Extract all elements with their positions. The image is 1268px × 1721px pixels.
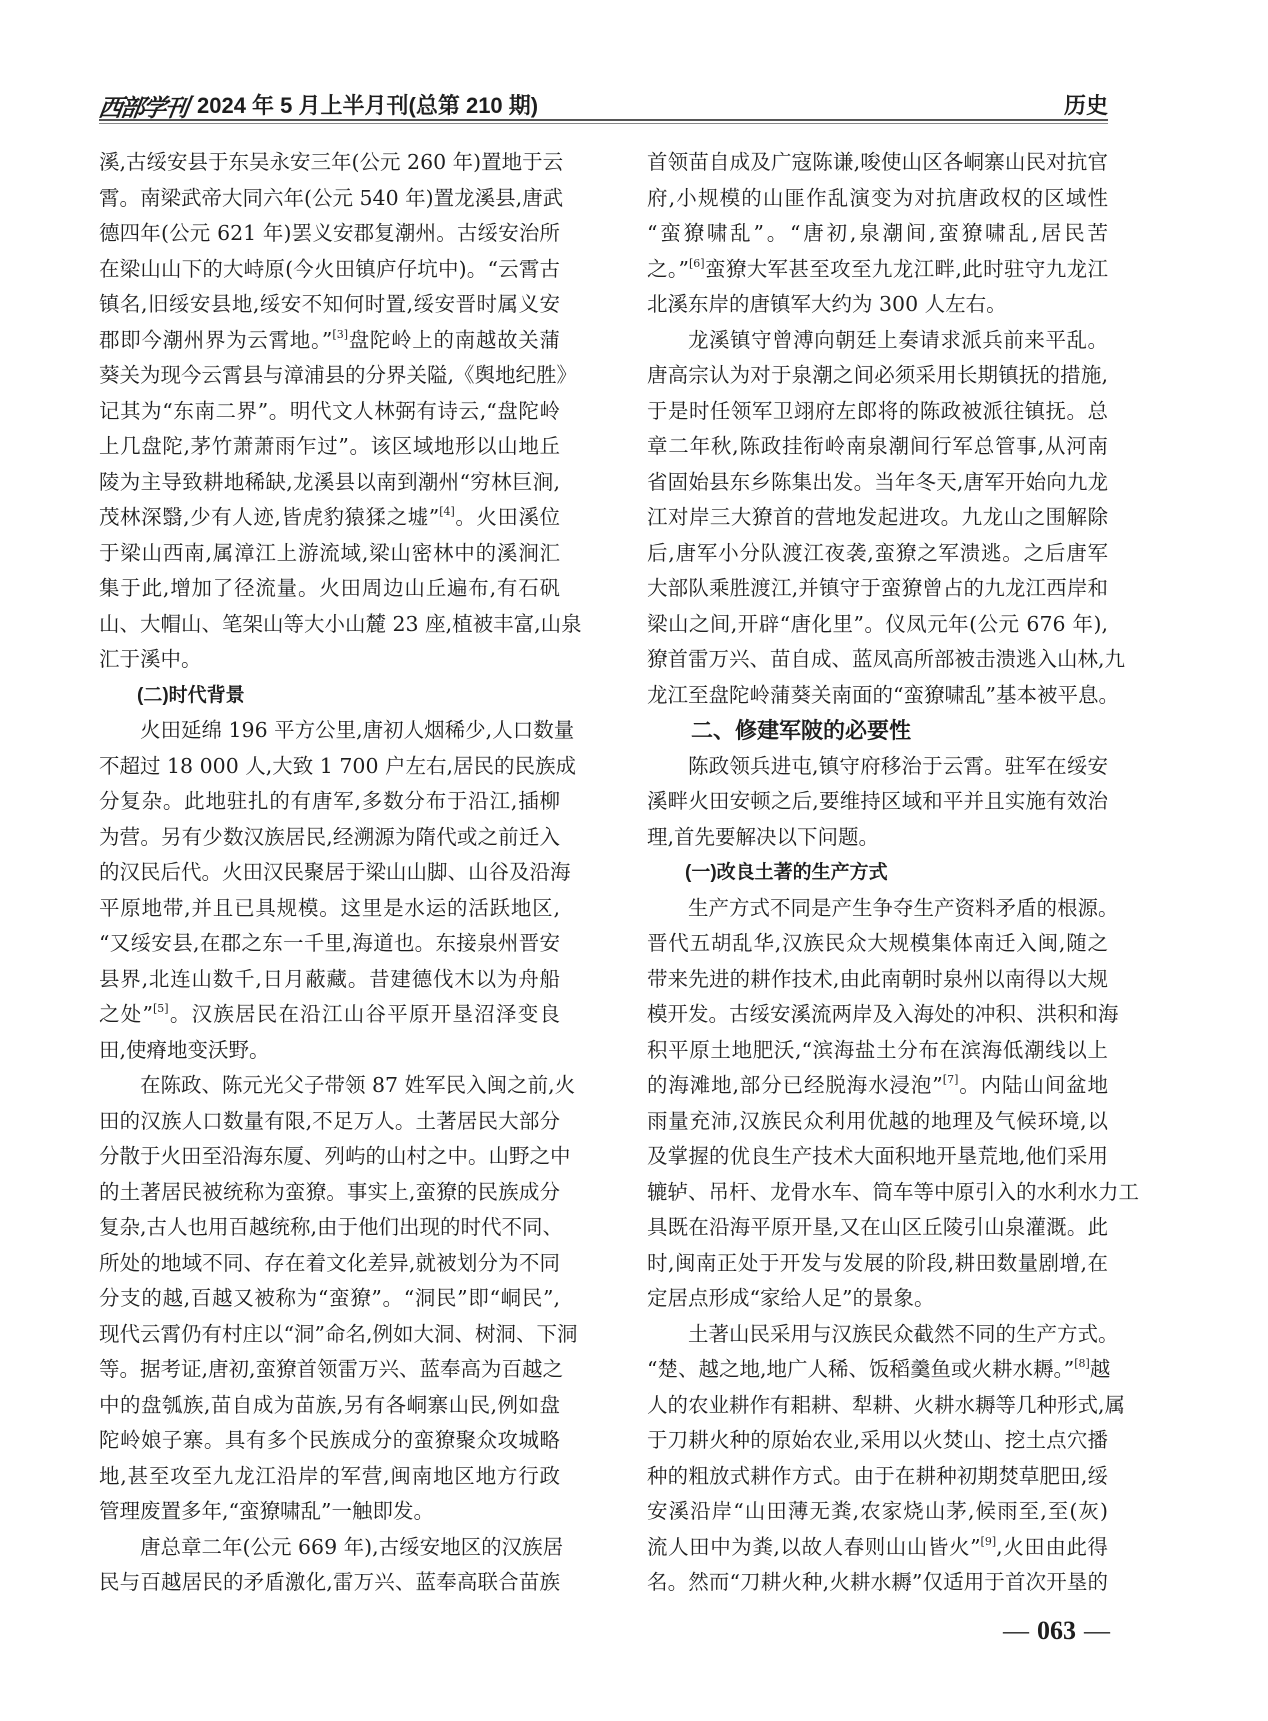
text-run: 省固始县东乡陈集出发。当年冬天,唐军开始向九龙 (647, 469, 1108, 494)
text-run: 田,使瘠地变沃野。 (99, 1037, 270, 1062)
text-run: 越 (1089, 1357, 1111, 1381)
text-line (647, 323, 1108, 359)
text-line (647, 1565, 1108, 1601)
text-run: 山、大帽山、笔架山等大小山麓 23 座,植被丰富,山泉 (99, 611, 582, 636)
text-run: 在陈政、陈元光父子带领 87 姓军民入闽之前,火 (140, 1073, 576, 1097)
text-run: 民与百越居民的矛盾激化,雷万兴、蓝奉高联合苗族 (99, 1570, 560, 1594)
text-line (647, 820, 1108, 856)
text-line (99, 216, 560, 252)
text-run: 复杂,古人也用百越统称,由于他们出现的时代不同、 (99, 1215, 564, 1239)
text-line (647, 607, 1108, 643)
section-heading (647, 713, 1108, 749)
text-line (647, 1104, 1108, 1140)
text-run: 府,小规模的山匪作乱演变为对抗唐政权的区域性 (647, 185, 1108, 210)
text-run: 县界,北连山数千,日月蔽藏。昔建德伐木以为舟船 (99, 966, 560, 991)
text-line (647, 536, 1108, 572)
text-run: 生产方式不同是产生争夺生产资料矛盾的根源。 (688, 895, 1119, 920)
text-line (99, 1494, 560, 1530)
text-run: 于是时任领军卫翊府左郎将的陈政被派往镇抚。总 (647, 398, 1108, 423)
page-number: 063 (1037, 1616, 1076, 1645)
text-run: 管理废置多年,“蛮獠啸乱”一触即发。 (99, 1499, 434, 1523)
header-rule-thin (99, 123, 1108, 124)
text-line (99, 1246, 560, 1282)
right-column (647, 145, 1139, 1601)
text-line (99, 536, 560, 572)
citation-ref: [6] (688, 256, 705, 270)
text-run: 镇名,旧绥安县地,绥安不知何时置,绥安晋时属义安 (99, 292, 560, 316)
text-run: 德四年(公元 621 年)罢义安郡复潮州。古绥安治所 (99, 221, 560, 245)
text-run: 现代云霄仍有村庄以“洞”命名,例如大洞、树洞、下洞 (99, 1321, 578, 1346)
citation-ref: [9] (980, 1534, 997, 1548)
text-run: 不超过 18 000 人,大致 1 700 户左右,居民的民族成 (99, 753, 577, 778)
text-run: 时,闽南正处于开发与发展的阶段,耕田数量剧增,在 (647, 1250, 1108, 1275)
text-line (99, 287, 560, 323)
text-run: 的海滩地,部分已经脱海水浸泡” (647, 1073, 943, 1097)
text-run: 于刀耕火种的原始农业,采用以火焚山、挖土点穴播 (647, 1428, 1108, 1452)
citation-ref: [8] (1074, 1357, 1090, 1370)
running-header (96, 86, 1108, 122)
text-run: 龙江至盘陀岭蒲葵关南面的“蛮獠啸乱”基本被平息。 (647, 682, 1119, 707)
text-run: 地,甚至攻至九龙江沿岸的军营,闽南地区地方行政 (99, 1463, 560, 1488)
citation-ref: [5] (152, 1002, 169, 1015)
text-run: 的土著居民被统称为蛮獠。事实上,蛮獠的民族成分 (99, 1179, 560, 1204)
text-line (99, 1068, 576, 1104)
text-line (99, 181, 564, 217)
text-line (647, 642, 1126, 678)
text-run: 郡即今潮州界为云霄地。” (99, 327, 333, 352)
text-line (99, 1139, 571, 1175)
text-line (99, 323, 560, 359)
text-line (647, 1068, 1108, 1104)
text-line (647, 358, 1108, 394)
text-run: 茂林深翳,少有人迹,皆虎豹猿猱之墟” (99, 505, 440, 529)
text-run: 名。然而“刀耕火种,火耕水耨”仅适用于首次开垦的 (647, 1570, 1108, 1594)
text-line (647, 997, 1119, 1033)
text-run: “蛮獠啸乱”。“唐初,泉潮间,蛮獠啸乱,居民苦 (647, 221, 1108, 245)
text-line (99, 1423, 560, 1459)
text-run: 模开发。古绥安溪流两岸及入海处的冲积、洪积和海 (647, 1002, 1119, 1026)
dash-left: — (1003, 1616, 1029, 1645)
text-run: 安溪沿岸“山田薄无粪,农家烧山茅,候雨至,至(灰) (647, 1499, 1108, 1523)
text-run: 唐高宗认为对于泉潮之间必须采用长期镇抚的措施, (647, 363, 1108, 387)
text-run: 种的粗放式耕作方式。由于在耕种初期焚草肥田,绥 (647, 1463, 1108, 1488)
text-run: 中的盘瓠族,苗自成为苗族,另有各峒寨山民,例如盘 (99, 1392, 560, 1417)
text-line (647, 394, 1108, 430)
issue-info: 2024 年 5 月上半月刊(总第 210 期) (197, 93, 539, 118)
text-run: 獠首雷万兴、苗自成、蓝凤高所部被击溃逃入山林,九 (647, 647, 1126, 671)
text-line (647, 1423, 1108, 1459)
text-run: 集于此,增加了径流量。火田周边山丘遍布,有石矾 (99, 576, 560, 600)
text-run: 蛮獠大军甚至攻至九龙江畔,此时驻守九龙江 (704, 256, 1109, 281)
text-run: 积平原土地肥沃,“滨海盐土分布在滨海低潮线以上 (647, 1037, 1108, 1062)
text-line (99, 820, 560, 856)
text-line (99, 358, 578, 394)
text-line (647, 1210, 1108, 1246)
text-line (99, 926, 560, 962)
text-line (647, 1317, 1119, 1353)
journal-logo: 西部学刊 (96, 93, 189, 122)
text-run: 田的汉族人口数量有限,不足万人。土著居民大部分 (99, 1108, 560, 1133)
text-run: 霄。南梁武帝大同六年(公元 540 年)置龙溪县,唐武 (99, 185, 564, 210)
text-run: 。内陆山间盆地 (958, 1073, 1109, 1097)
text-line (99, 962, 560, 998)
text-line (99, 571, 560, 607)
text-line (99, 713, 575, 749)
text-run: 分散于火田至沿海东厦、列屿的山村之中。山野之中 (99, 1144, 571, 1168)
text-line (99, 1281, 560, 1317)
text-run: 盘陀岭上的南越故关蒲 (348, 327, 561, 352)
text-line (99, 1175, 560, 1211)
text-run: 江对岸三大獠首的营地发起进攻。九龙山之围解除 (647, 505, 1108, 529)
text-run: 及掌握的优良生产技术大面积地开垦荒地,他们采用 (647, 1144, 1108, 1168)
text-run: 晋代五胡乱华,汉族民众大规模集体南迁入闽,随之 (647, 931, 1108, 955)
text-line (647, 465, 1108, 501)
text-run: 北溪东岸的唐镇军大约为 300 人左右。 (647, 292, 1007, 316)
text-line (99, 891, 560, 927)
text-run: 后,唐军小分队渡江夜袭,蛮獠之军溃逃。之后唐军 (647, 540, 1108, 565)
text-line (99, 1317, 578, 1353)
text-line (647, 891, 1119, 927)
text-line (647, 784, 1108, 820)
text-run: 的汉民后代。火田汉民聚居于梁山山脚、山谷及沿海 (99, 860, 571, 884)
text-line (647, 678, 1119, 714)
text-line (647, 1139, 1108, 1175)
text-line (647, 1033, 1108, 1069)
text-line (99, 1033, 560, 1069)
section-label: 历史 (1063, 93, 1108, 118)
text-run: 龙溪镇守曾溥向朝廷上奏请求派兵前来平乱。 (688, 327, 1108, 352)
text-run: 具既在沿海平原开垦,又在山区丘陵引山泉灌溉。此 (647, 1215, 1108, 1239)
text-line (99, 642, 560, 678)
text-run: 梁山之间,开辟“唐化里”。仪凤元年(公元 676 年), (647, 611, 1108, 636)
text-line (99, 429, 560, 465)
text-run: 溪,古绥安县于东吴永安三年(公元 260 年)置地于云 (99, 150, 564, 174)
text-run: 陀岭娘子寨。具有多个民族成分的蛮獠聚众攻城略 (99, 1428, 560, 1452)
text-line (647, 1246, 1108, 1282)
text-run: 平原地带,并且已具规模。这里是水运的活跃地区, (99, 895, 560, 920)
text-run: 之。” (647, 256, 689, 281)
text-run: 汇于溪中。 (99, 647, 202, 671)
text-run: 分复杂。此地驻扎的有唐军,多数分布于沿江,插柳 (99, 789, 560, 813)
text-run: 上几盘陀,茅竹萧萧雨乍过”。该区域地形以山地丘 (99, 434, 560, 458)
text-run: 土著山民采用与汉族民众截然不同的生产方式。 (688, 1321, 1119, 1346)
text-line (647, 1175, 1139, 1211)
page-number-footer (995, 1616, 1118, 1646)
text-run: 定居点形成“家给人足”的景象。 (647, 1286, 935, 1310)
text-run: “楚、越之地,地广人稀、饭稻羹鱼或火耕水耨。” (647, 1357, 1075, 1381)
section-heading (99, 678, 560, 714)
text-line (99, 1565, 560, 1601)
text-line (647, 1459, 1108, 1495)
text-run: 陈政领兵进屯,镇守府移治于云霄。驻军在绥安 (688, 753, 1108, 778)
text-line (647, 749, 1108, 785)
text-run: ,火田由此得 (996, 1534, 1108, 1559)
text-line (99, 1388, 560, 1424)
text-run: 记其为“东南二界”。明代文人林弼有诗云,“盘陀岭 (99, 398, 560, 423)
text-run: 流人田中为粪,以故人春则山山皆火” (647, 1534, 981, 1559)
text-line (99, 855, 571, 891)
text-line (647, 429, 1108, 465)
text-run: (二)时代背景 (137, 684, 245, 706)
text-line (99, 1459, 560, 1495)
citation-ref: [7] (942, 1073, 959, 1086)
text-line (99, 252, 560, 288)
text-line (647, 1388, 1126, 1424)
citation-ref: [3] (332, 327, 349, 341)
text-run: 所处的地域不同、存在着文化差异,就被划分为不同 (99, 1250, 560, 1275)
text-line (99, 997, 560, 1033)
section-heading (647, 855, 1108, 891)
dash-right: — (1084, 1616, 1110, 1645)
text-line (99, 1530, 564, 1566)
text-run: 溪畔火田安顿之后,要维持区域和平并且实施有效治 (647, 789, 1108, 813)
text-run: 于梁山西南,属漳江上游流域,梁山密林中的溪涧汇 (99, 540, 560, 565)
text-line (99, 749, 577, 785)
text-run: 首领苗自成及广寇陈谦,唆使山区各峒寨山民对抗官 (647, 150, 1108, 174)
text-run: 陵为主导致耕地稀缺,龙溪县以南到潮州“穷林巨涧, (99, 469, 560, 494)
text-line (647, 287, 1108, 323)
text-run: 等。据考证,唐初,蛮獠首领雷万兴、蓝奉高为百越之 (99, 1357, 564, 1381)
text-run: (一)改良土著的生产方式 (685, 862, 888, 883)
text-run: 为营。另有少数汉族居民,经溯源为隋代或之前迁入 (99, 824, 560, 849)
text-line (647, 1530, 1108, 1566)
text-line (99, 145, 564, 181)
text-line (99, 1104, 560, 1140)
text-run: 人的农业耕作有耜耕、犁耕、火耕水耨等几种形式,属 (647, 1392, 1126, 1417)
text-line (99, 500, 560, 536)
text-run: 辘轳、吊杆、龙骨水车、筒车等中原引入的水利水力工 (647, 1179, 1139, 1204)
left-column (99, 145, 582, 1601)
text-run: 二、修建军陂的必要性 (691, 718, 912, 743)
text-line (647, 500, 1108, 536)
text-run: 之处” (99, 1002, 153, 1026)
text-run: 带来先进的耕作技术,由此南朝时泉州以南得以大规 (647, 966, 1108, 991)
text-line (99, 394, 560, 430)
text-run: 理,首先要解决以下问题。 (647, 824, 880, 849)
citation-ref: [4] (439, 505, 455, 518)
text-line (99, 784, 560, 820)
text-run: 章二年秋,陈政挂衔岭南泉潮间行军总管事,从河南 (647, 434, 1108, 458)
text-run: 。汉族居民在沿江山谷平原开垦沼泽变良 (168, 1002, 561, 1026)
text-line (647, 181, 1108, 217)
text-line (99, 607, 582, 643)
text-line (647, 571, 1108, 607)
text-line (647, 216, 1108, 252)
text-line (647, 962, 1108, 998)
text-run: “又绥安县,在郡之东一千里,海道也。东接泉州晋安 (99, 931, 560, 955)
text-line (647, 1494, 1108, 1530)
text-run: 雨量充沛,汉族民众利用优越的地理及气候环境,以 (647, 1108, 1108, 1133)
text-line (647, 1281, 1108, 1317)
text-run: 葵关为现今云霄县与漳浦县的分界关隘,《舆地纪胜》 (99, 363, 578, 387)
text-run: 唐总章二年(公元 669 年),古绥安地区的汉族居 (140, 1534, 564, 1559)
text-line (647, 1352, 1111, 1388)
text-line (647, 145, 1108, 181)
text-line (99, 1352, 564, 1388)
text-run: 火田延绵 196 平方公里,唐初人烟稀少,人口数量 (140, 718, 575, 742)
text-run: 。火田溪位 (454, 505, 560, 529)
text-line (647, 252, 1108, 288)
text-line (647, 926, 1108, 962)
text-line (99, 1210, 564, 1246)
header-rule (99, 119, 1108, 121)
text-run: 分支的越,百越又被称为“蛮獠”。“洞民”即“峒民”, (99, 1286, 560, 1310)
text-run: 大部队乘胜渡江,并镇守于蛮獠曾占的九龙江西岸和 (647, 576, 1108, 600)
text-line (99, 465, 560, 501)
text-run: 在梁山山下的大峙原(今火田镇庐仔坑中)。“云霄古 (99, 256, 560, 281)
